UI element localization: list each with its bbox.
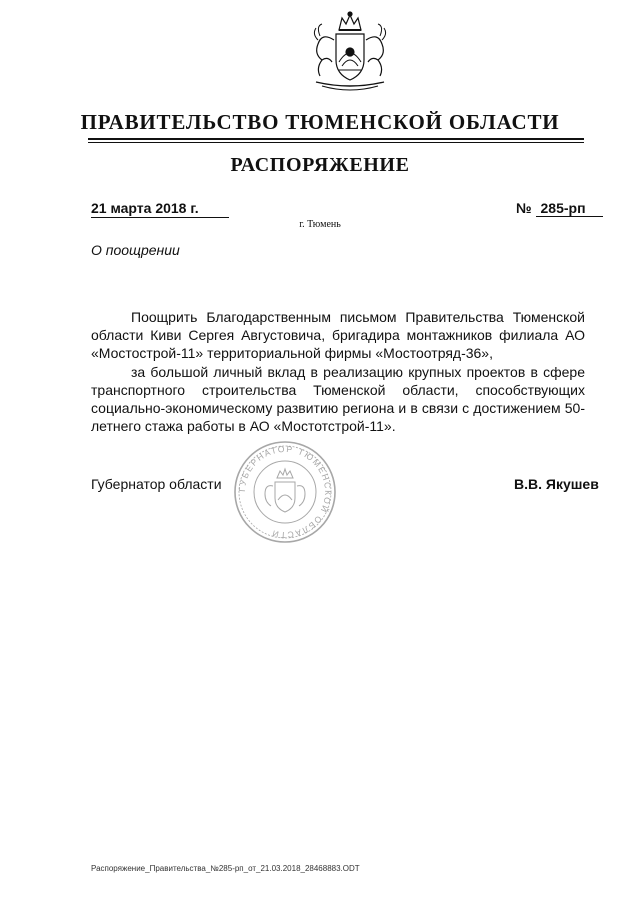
order-city: г. Тюмень (299, 219, 341, 230)
body-paragraph-1: Поощрить Благодарственным письмом Правительства Тюменской области Киви Сергея Августовича, бригадира монтажников филиала АО «Мостострой-11» территориальной фирмы «Мостоотряд-36», (91, 309, 585, 361)
document-subject: О поощрении (91, 242, 180, 258)
seal-text: ГУБЕРНАТОР ТЮМЕНСКОЙ ОБЛАСТИ (236, 443, 334, 541)
official-round-seal-icon (233, 440, 337, 544)
government-title: ПРАВИТЕЛЬСТВО ТЮМЕНСКОЙ ОБЛАСТИ (80, 110, 560, 134)
tyumen-region-coat-of-arms-icon (302, 10, 398, 92)
order-number-value: 285-рп (536, 200, 603, 217)
order-number-prefix: № (516, 200, 532, 216)
body-paragraph-2: за большой личный вклад в реализацию крупных проектов в сфере транспортного строительства Тюменской области, способствующих социально-экономическому развитию региона и в связи с достижением 50-летнего стажа работы в АО «Мостотстрой-11». (91, 364, 585, 434)
order-date: 21 марта 2018 г. (91, 200, 229, 218)
signer-position: Губернатор области (91, 476, 222, 492)
title-rule-thick (88, 138, 584, 140)
svg-text:ГУБЕРНАТОР ТЮМЕНСКОЙ ОБЛАСТИ (237, 444, 333, 540)
document-type: РАСПОРЯЖЕНИЕ (230, 154, 410, 176)
signer-name: В.В. Якушев (514, 476, 599, 492)
footer-filename: Распоряжение_Правительства_№285-рп_от_21.03.2018_28468883.ODT (91, 864, 360, 873)
order-number (516, 200, 603, 217)
title-rule-thin (88, 142, 584, 143)
